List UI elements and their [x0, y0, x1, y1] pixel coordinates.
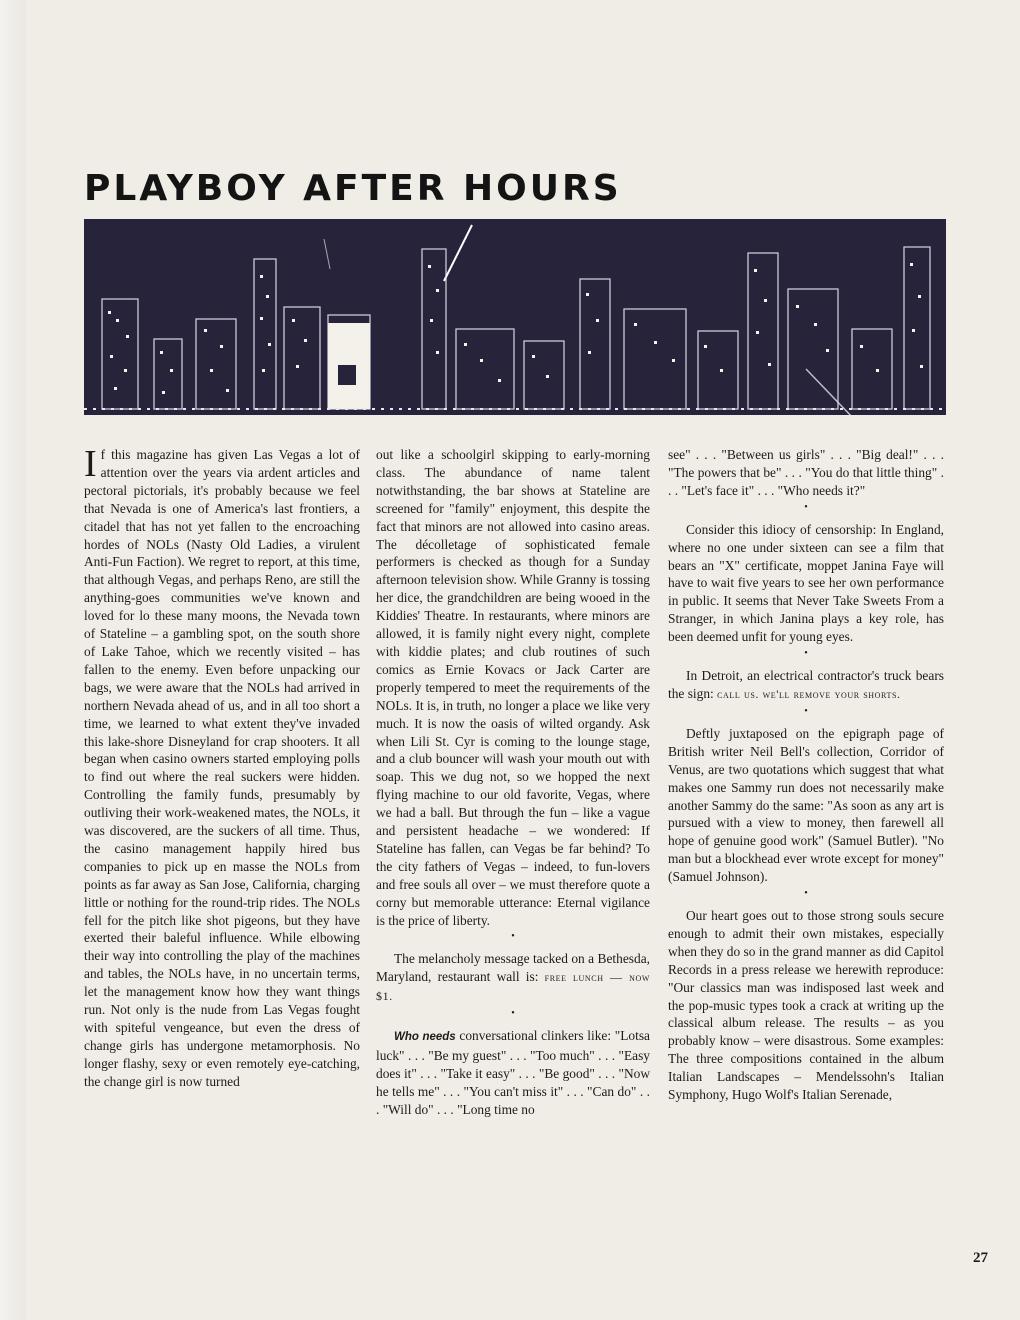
- column-2-paragraph-3-text: conversational clinkers like: "Lotsa luck" . . . "Be my guest" . . . "Too much" . . . "Easy does it" . . . "Take it easy" . . . "Be good" . . . "Now he tells me" . . . "You can't miss it" . . . "Can do" . . . "Will do" . . . "Long time no: [376, 1028, 650, 1117]
- section-bullet: •: [804, 705, 808, 717]
- who-needs-kicker: Who needs: [394, 1031, 456, 1044]
- column-3-paragraph-3: [668, 667, 944, 704]
- page-edge: [0, 0, 26, 1320]
- section-bullet: •: [804, 888, 808, 900]
- skyline-banner: [84, 219, 946, 415]
- page-headline: PLAYBOY AFTER HOURS: [84, 168, 622, 209]
- column-1-paragraph-1: [84, 443, 360, 1091]
- city-skyline-illustration-icon: [84, 219, 946, 415]
- truck-sign-text: call us. we'll remove your shorts.: [717, 686, 901, 701]
- section-bullet: •: [804, 501, 808, 513]
- column-1-paragraph-1-text: f this magazine has given Las Vegas a lot of attention over the years via ardent articles and pectoral pictorials, it's probably because we feel that Nevada is one of America's last frontiers, a citadel that has not yet fallen to the encroaching hordes of NOLs (Nasty Old Ladies, a virulent Anti-Fun Faction). We regret to report, at this time, that although Vegas, and perhaps Reno, are still the anything-goes communities we've known and loved for lo these many moons, the Nevada town of Stateline – a gambling spot, on the south shore of Lake Tahoe, which we recently visited – has fallen to the enemy. Even before unpacking our bags, we were aware that the NOLs had arrived in northern Nevada ahead of us, and in all too short a time, we learned to what extent they've invaded this lake-shore Disneyland for crap shooters. It all began when casino owners started employing polls to find out where the real suckers were hidden. Controlling the family funds, presumably by outliving their work-weakened mates, the NOLs, it was discovered, are the suckers of all time. Thus, the casino management happily hired bus companies to pick up en masse the NOLs from points as far away as San Jose, California, charging little or nothing for the round-trip rides. The NOLs fell for the pitch like shot pigeons, but they have exerted their baleful influence. While elbowing their way into controlling the play of the machines and tables, the NOLs have, in no uncertain terms, let the management know how they want things run. Not only is the nude from Las Vegas fought with spiteful vengeance, but even the dress of change girls has undergone metamorphosis. No longer flashy, sexy or even remotely eye-catching, the change girl is now turned: [84, 447, 360, 1089]
- column-3-paragraph-3-text: In Detroit, an electrical contractor's truck bears the sign:: [668, 668, 944, 701]
- column-3-paragraph-2: Consider this idiocy of censorship: In England, where no one under sixteen can see a film that bears an "X" certificate, moppet Janina Faye will have to wait five years to see her own performance in public. It seems that Never Take Sweets From a Stranger, in which Janina plays a key role, has been deemed unfit for young eyes.: [668, 521, 944, 645]
- column-2-paragraph-2: [376, 950, 650, 1006]
- column-2-paragraph-1: out like a schoolgirl skipping to early-morning class. The abundance of name talent notwithstanding, the bar shows at Stateline are screened for "family" enjoyment, this despite the fact that minors are not allowed into casino areas. The décolletage of sophisticated female performers is checked as though for a Sunday afternoon television show. While Granny is tossing her dice, the grandchildren are being wooed in the Kiddies' Theatre. In restaurants, where minors are allowed, it is family night every night, complete with kiddie plates; and club routines of such comics as Ernie Kovacs or Jack Carter are properly tempered to meet the requirements of the NOLs. It is, in truth, no longer a place we like very much. It is now the oasis of wilted organdy. Ask when Lili St. Cyr is coming to the lounge stage, and a club bouncer will wash your mouth out with soap. This we dug not, so we hopped the next flying machine to our old favorite, Vegas, where we had a ball. But through the fun – like a vague and persistent headache – we wondered: If Stateline has fallen, can Vegas be far behind? To the city fathers of Vegas – indeed, to fun-lovers and free souls all over – we must therefore quote a corny but memorable utterance: Eternal vigilance is the price of liberty.: [376, 447, 650, 928]
- article-column-3: [668, 446, 944, 1104]
- article-column-2: [376, 446, 650, 1119]
- column-3-paragraph-5: Our heart goes out to those strong souls secure enough to admit their own mistakes, especially when they do so in the grand manner as did Capitol Records in a press release we herewith reproduce: "Our classics man was indisposed last week and the pop-music types took a crack at writing up the classical album release. The results – as you probably know – were disastrous. Some examples: The three compositions contained in the album Italian Landscapes – Mendelssohn's Italian Symphony, Hugo Wolf's Italian Serenade,: [668, 908, 944, 1103]
- column-2-paragraph-3: [376, 1027, 650, 1119]
- section-bullet: •: [804, 648, 808, 660]
- restaurant-sign-text: free lunch — now $1.: [376, 970, 650, 1004]
- section-bullet: •: [511, 931, 515, 943]
- article-column-1: [84, 443, 360, 1091]
- column-3-paragraph-1: see" . . . "Between us girls" . . . "Big deal!" . . . "The powers that be" . . . "You do that little thing" . . . "Let's face it" . . . "Who needs it?": [668, 447, 944, 498]
- column-3-paragraph-4: Deftly juxtaposed on the epigraph page of British writer Neil Bell's collection, Corridor of Venus, are two quotations which suggest that what makes one Sammy run does not necessarily make another Sammy do the same: "As soon as any art is pursued with a view to money, then farewell all hope of genuine good work" (Samuel Butler). "No man but a blockhead ever wrote except for money" (Samuel Johnson).: [668, 725, 944, 885]
- column-2-paragraph-2-text: The melancholy message tacked on a Bethesda, Maryland, restaurant wall is:: [376, 951, 650, 985]
- section-bullet: •: [511, 1008, 515, 1020]
- page-number: 27: [973, 1250, 988, 1266]
- drop-cap: I: [84, 443, 97, 485]
